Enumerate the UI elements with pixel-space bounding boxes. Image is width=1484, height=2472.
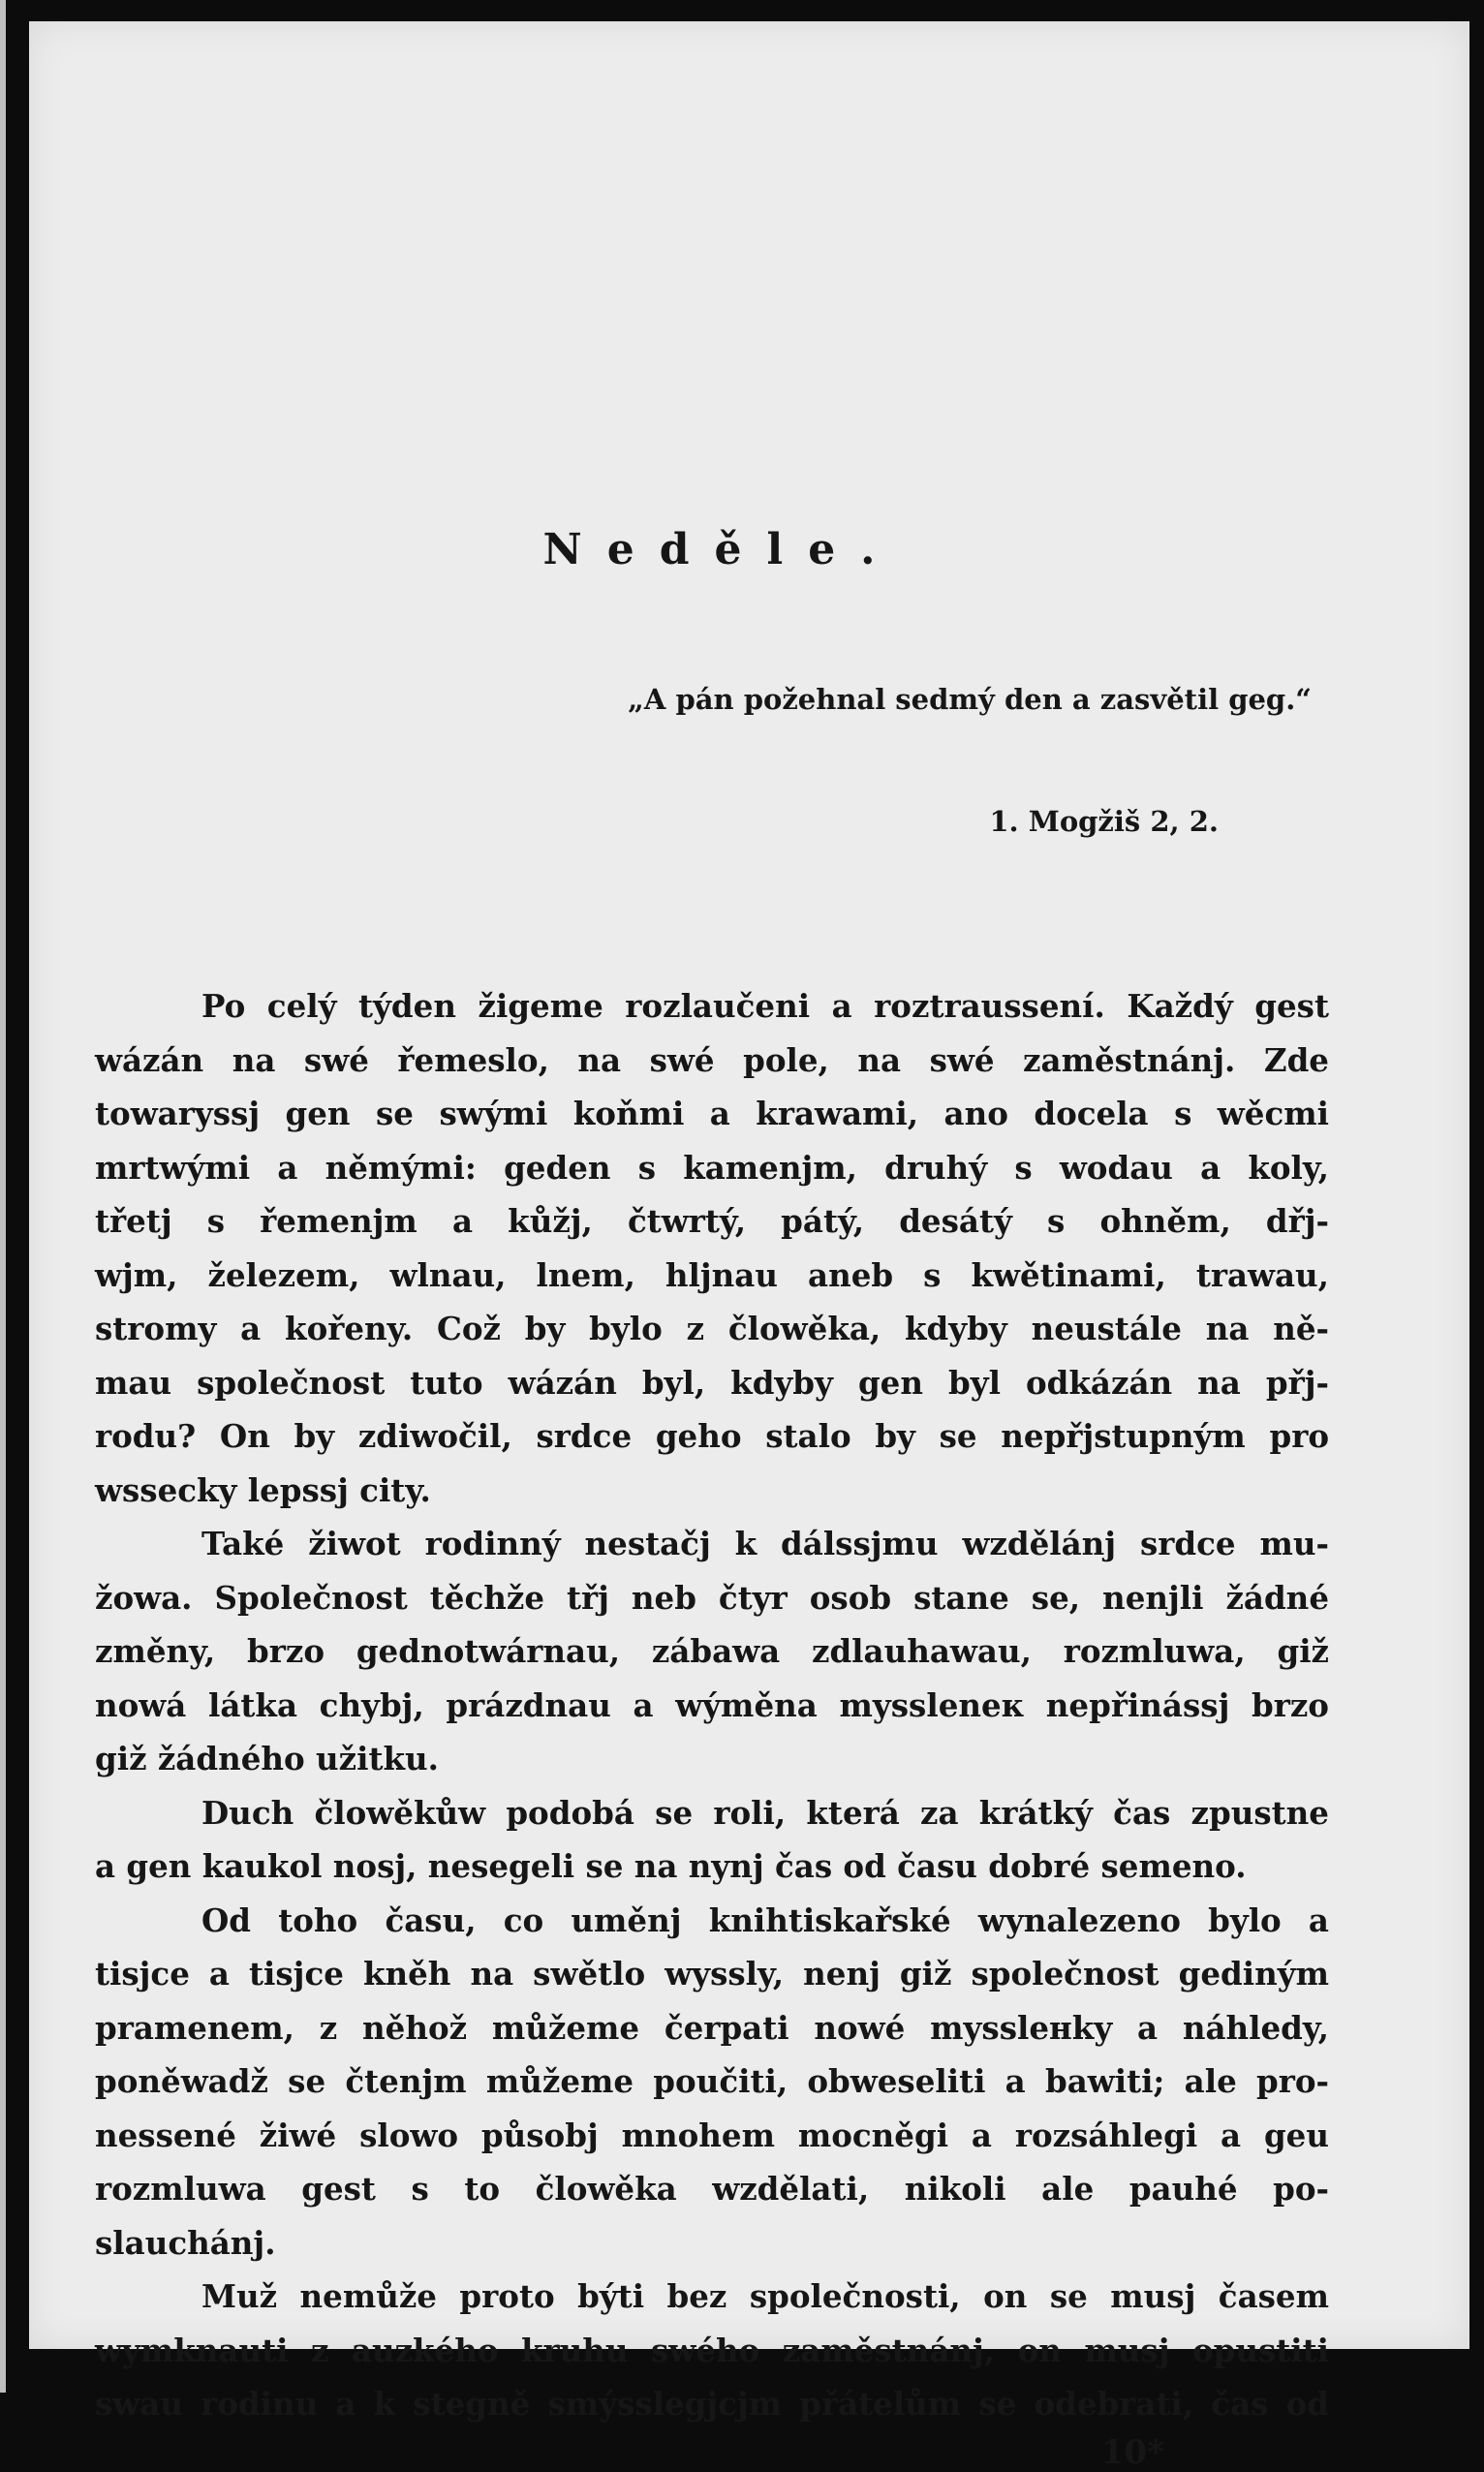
text-line: nessené žiwé slowo působj mnohem mocněgi a rozsáhlegi a geu xyxy=(95,2116,1329,2154)
text-line: pramenem, z něhož můžeme čerpati nowé myssleнky a náhledy, xyxy=(95,2008,1329,2047)
body-text xyxy=(95,979,1329,2431)
paragraph xyxy=(95,979,1329,1517)
text-line: mau společnost tuto wázán byl, kdyby gen byl odkázán na přj- xyxy=(95,1363,1329,1402)
text-line: nowá látka chybj, prázdnau a wýměna myssleneк nepřinássj brzo xyxy=(95,1685,1329,1724)
text-line: wjm, železem, wlnau, lnem, hljnau aneb s kwětinami, trawau, xyxy=(95,1255,1329,1294)
text-line: wymknauti z auzkého kruhu swého zaměstnánj, on musj opustiti xyxy=(95,2331,1329,2369)
text-line: Také žiwot rodinný nestačj k dálssjmu wzdělánj srdce mu- xyxy=(201,1525,1329,1562)
chapter-title: Neděle. xyxy=(542,525,901,574)
text-line: towaryssj gen se swými koňmi a krawami, ano docela s wěcmi xyxy=(95,1095,1329,1132)
scan-edge xyxy=(0,0,6,2393)
paragraph xyxy=(95,1894,1329,2271)
text-line: Duch člowěkůw podobá se roli, která za krátký čas zpustne xyxy=(201,1793,1329,1832)
text-line: rodu? On by zdiwočil, srdce geho stalo by se nepřjstupným pro xyxy=(95,1417,1329,1455)
paragraph xyxy=(95,1517,1329,1786)
text-line: žowa. Společnost těchže třj neb čtyr osob stane se, nenjli žádné xyxy=(95,1578,1329,1617)
text-line: stromy a kořeny. Což by bylo z člowěka, kdyby neustále na ně- xyxy=(95,1310,1329,1347)
text-line: wssecky lepssj city. xyxy=(95,1470,431,1509)
motto-quote: „A pán požehnal sedmý den a zasvětil geg.“ xyxy=(628,683,1312,716)
motto-reference: 1. Mogžiš 2, 2. xyxy=(989,805,1219,838)
text-line: rozmluwa gest s to člowěka wzdělati, nikoli ale pauhé po- xyxy=(95,2170,1329,2208)
text-line: tisjce a tisjce kněh na swětlo wyssly, nenj giž společnost gediným xyxy=(95,1955,1329,1993)
text-line: swau rodinu a k stegně smýsslegjcjm přátelům se odebrati, čas od xyxy=(95,2385,1329,2423)
paragraph xyxy=(95,1786,1329,1894)
text-line: Od toho času, co uměnj knihtiskařské wynalezeno bylo a xyxy=(201,1900,1329,1939)
text-line: mrtwými a němými: geden s kamenjm, druhý s wodau a koly, xyxy=(95,1148,1329,1187)
text-line: změny, brzo gednotwárnau, zábawa zdlauhawau, rozmluwa, giž xyxy=(95,1632,1329,1670)
paragraph xyxy=(95,2270,1329,2431)
text-line: slauchánj. xyxy=(95,2223,276,2262)
text-line: a gen kaukol nosj, nesegeli se na nynj čas od času dobré semeno. xyxy=(95,1847,1247,1885)
text-line: Muž nemůže proto býti bez společnosti, on se musj časem xyxy=(201,2277,1329,2315)
text-line: giž žádného užitku. xyxy=(95,1740,439,1777)
text-line: třetj s řemenjm a kůžj, čtwrtý, pátý, desátý s ohněm, dřj- xyxy=(95,1202,1329,1240)
text-line: wázán na swé řemeslo, na swé pole, na swé zaměstnánj. Zde xyxy=(95,1040,1329,1079)
book-page xyxy=(29,21,1469,2472)
text-line: poněwadž se čtenjm můžeme poučiti, obweseliti a bawiti; ale pro- xyxy=(95,2062,1329,2100)
page-content xyxy=(95,525,1329,2472)
page-signature: 10* xyxy=(1100,2432,1164,2472)
text-line: Po celý týden žigeme rozlaučeni a roztraussení. Každý gest xyxy=(201,987,1329,1025)
motto xyxy=(95,598,1312,923)
